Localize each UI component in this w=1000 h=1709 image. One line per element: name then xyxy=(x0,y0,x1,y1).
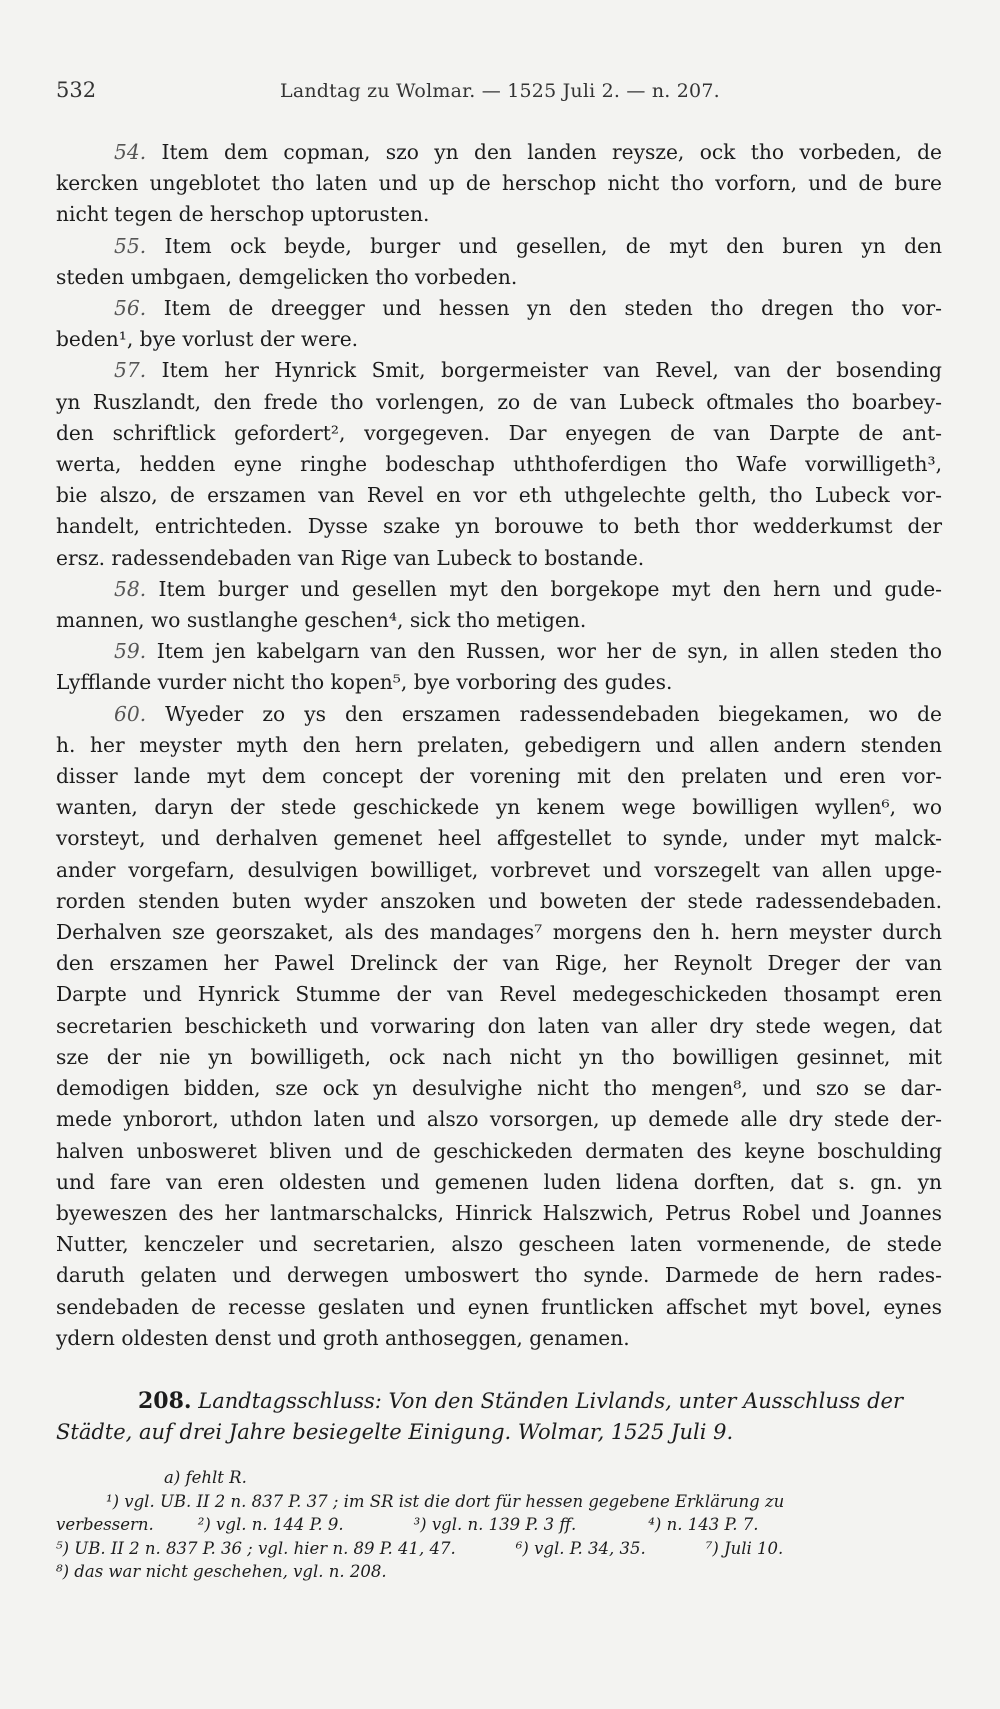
document-title-line-2: Städte, auf drei Jahre besiegelte Einigung. Wolmar, 1525 Juli 9. xyxy=(56,1420,734,1444)
line-text: beden¹, bye vorlust der were. xyxy=(56,327,359,352)
page-header xyxy=(56,78,736,108)
line-text: den schriftlick gefordert², vorgegeven. Dar enyegen de van Darpte de ant- xyxy=(56,420,942,445)
line-text: und fare van eren oldesten und gemenen luden lidena dorften, dat s. gn. yn xyxy=(56,1169,942,1194)
document-number: 208. xyxy=(138,1388,192,1414)
line-text: yn Ruszlandt, den frede tho vorlengen, zo de van Lubeck oftmales tho boarbey- xyxy=(56,389,942,414)
footnote-3: ³) vgl. n. 139 P. 3 ff. xyxy=(413,1515,577,1534)
main-text xyxy=(56,137,942,1354)
line-text: bie alszo, de erszamen van Revel en vor eth uthgelechte gelth, tho Lubeck vor- xyxy=(56,483,942,508)
text-line xyxy=(56,917,942,948)
text-line xyxy=(56,1073,942,1104)
text-line xyxy=(56,761,942,792)
text-line xyxy=(56,418,942,449)
line-text: mede ynborort, uthdon laten und alszo vorsorgen, up demede alle dry stede der- xyxy=(56,1107,942,1132)
text-line xyxy=(56,823,942,854)
running-head: Landtag zu Wolmar. — 1525 Juli 2. — n. 207. xyxy=(280,80,720,102)
line-text: Nutter, kenczeler und secretarien, alszo gescheen laten vormenende, de stede xyxy=(56,1232,942,1257)
footnote-8: ⁸) das war nicht geschehen, vgl. n. 208. xyxy=(56,1562,387,1581)
paragraph-number: 56. xyxy=(114,296,147,321)
line-text: daruth gelaten und derwegen umboswert tho synde. Darmede de hern rades- xyxy=(56,1263,942,1288)
text-line xyxy=(56,262,942,293)
line-text: Item de dreegger und hessen yn den steden tho dregen tho vor- xyxy=(163,296,942,321)
footnote-1-continued: verbessern. xyxy=(56,1515,154,1534)
line-text: sze der nie yn bowilligeth, ock nach nicht yn tho bowilligen gesinnet, mit xyxy=(56,1044,942,1069)
footnote-1: ¹) vgl. UB. II 2 n. 837 P. 37 ; im SR ist die dort für hessen gegebene Erklärung zu xyxy=(106,1491,785,1511)
text-line xyxy=(56,1042,942,1073)
text-line xyxy=(56,605,942,636)
line-text: Item burger und gesellen myt den borgekope myt den hern und gude- xyxy=(158,576,942,601)
line-text: rorden stenden buten wyder anszoken und boweten der stede radessendebaden. xyxy=(56,888,942,913)
text-line xyxy=(56,574,942,605)
line-text: ersz. radessendebaden van Rige van Lubeck to bostande. xyxy=(56,545,645,570)
text-line xyxy=(56,449,942,480)
text-line xyxy=(56,1292,942,1323)
text-line xyxy=(56,792,942,823)
text-line xyxy=(56,1229,942,1260)
line-text: disser lande myt dem concept der vorening mit den prelaten und eren vor- xyxy=(56,764,942,789)
paragraph-number: 55. xyxy=(114,233,147,258)
text-line xyxy=(56,1323,942,1354)
line-text: Item ock beyde, burger und gesellen, de myt den buren yn den xyxy=(164,233,942,258)
paragraph-number: 54. xyxy=(114,140,147,164)
line-text: mannen, wo sustlanghe geschen⁴, sick tho metigen. xyxy=(56,608,587,633)
text-line xyxy=(56,948,942,979)
line-text: den erszamen her Pawel Drelinck der van Rige, her Reynolt Dreger der van xyxy=(56,951,942,976)
paragraph-number: 57. xyxy=(114,358,147,383)
text-line xyxy=(56,667,942,698)
text-line xyxy=(56,543,942,574)
footnote-2: ²) vgl. n. 144 P. 9. xyxy=(197,1515,344,1534)
line-text: halven unbosweret bliven und de geschickeden dermaten des keyne boschulding xyxy=(56,1138,942,1163)
line-text: demodigen bidden, sze ock yn desulvighe nicht tho mengen⁸, und szo se dar- xyxy=(56,1076,942,1101)
text-line xyxy=(56,199,942,230)
text-line xyxy=(56,355,942,386)
footnote-a: a) fehlt R. xyxy=(164,1468,247,1487)
text-line xyxy=(56,137,942,168)
paragraph-number: 60. xyxy=(114,701,147,726)
line-text: Item dem copman, szo yn den landen reysze, ock tho vorbeden, de xyxy=(161,140,943,164)
line-text: nicht tegen de herschop uptorusten. xyxy=(56,202,430,227)
paragraph-number: 59. xyxy=(114,639,147,664)
line-text: vorsteyt, und derhalven gemenet heel affgestellet to synde, under myt malck- xyxy=(56,826,942,851)
page-number: 532 xyxy=(56,78,97,102)
text-line xyxy=(56,1136,942,1167)
line-text: ydern oldesten denst und groth anthoseggen, genamen. xyxy=(56,1325,630,1350)
text-line xyxy=(56,855,942,886)
document-heading xyxy=(56,1386,942,1448)
text-line xyxy=(56,480,942,511)
line-text: ander vorgefarn, desulvigen bowilliget, vorbrevet und vorszegelt van allen upge- xyxy=(56,857,942,882)
text-line xyxy=(56,168,942,199)
footnote-7: ⁷) Juli 10. xyxy=(705,1538,784,1558)
text-line xyxy=(56,1011,942,1042)
line-text: handelt, entrichteden. Dysse szake yn borouwe to beth thor wedderkumst der xyxy=(56,514,942,539)
line-text: wanten, daryn der stede geschickede yn kenem wege bowilligen wyllen⁶, wo xyxy=(56,795,942,820)
footnotes xyxy=(56,1466,942,1584)
line-text: sendebaden de recesse geslaten und eynen fruntlicken affschet myt bovel, eynes xyxy=(56,1294,942,1319)
footnote-6: ⁶) vgl. P. 34, 35. xyxy=(515,1538,646,1558)
line-text: Item her Hynrick Smit, borgermeister van Revel, van der bosending xyxy=(161,358,942,383)
line-text: Lyfflande vurder nicht tho kopen⁵, bye vorboring des gudes. xyxy=(56,670,673,695)
text-line xyxy=(56,387,942,418)
text-line xyxy=(56,730,942,761)
text-line xyxy=(56,1260,942,1291)
text-line xyxy=(56,979,942,1010)
text-line xyxy=(56,1198,942,1229)
footnote-5: ⁵) UB. II 2 n. 837 P. 36 ; vgl. hier n. 89 P. 41, 47. xyxy=(56,1538,456,1558)
line-text: byeweszen des her lantmarschalcks, Hinrick Halszwich, Petrus Robel und Joannes xyxy=(56,1200,942,1225)
footnote-4: ⁴) n. 143 P. 7. xyxy=(648,1515,759,1534)
text-line xyxy=(56,324,942,355)
paragraph-number: 58. xyxy=(114,576,147,601)
line-text: werta, hedden eyne ringhe bodeschap uththoferdigen tho Wafe vorwilligeth³, xyxy=(56,452,942,477)
line-text: h. her meyster myth den hern prelaten, gebedigern und allen andern stenden xyxy=(56,732,942,757)
line-text: kercken ungeblotet tho laten und up de herschop nicht tho vorforn, und de bure xyxy=(56,171,942,196)
line-text: Darpte und Hynrick Stumme der van Revel medegeschickeden thosampt eren xyxy=(56,982,942,1007)
text-line xyxy=(56,886,942,917)
line-text: secretarien beschicketh und vorwaring don laten van aller dry stede wegen, dat xyxy=(56,1013,942,1038)
text-line xyxy=(56,293,942,324)
text-line xyxy=(56,511,942,542)
line-text: steden umbgaen, demgelicken tho vorbeden. xyxy=(56,264,518,289)
text-line xyxy=(56,699,942,730)
line-text: Derhalven sze georszaket, als des mandages⁷ morgens den h. hern meyster durch xyxy=(56,920,942,945)
text-line xyxy=(56,1104,942,1135)
text-line xyxy=(56,1167,942,1198)
document-title-line-1: Landtagsschluss: Von den Ständen Livlands, unter Ausschluss der xyxy=(198,1389,903,1413)
line-text: Wyeder zo ys den erszamen radessendebaden biegekamen, wo de xyxy=(165,701,942,726)
text-line xyxy=(56,231,942,262)
line-text: Item jen kabelgarn van den Russen, wor her de syn, in allen steden tho xyxy=(156,639,942,664)
text-line xyxy=(56,636,942,667)
